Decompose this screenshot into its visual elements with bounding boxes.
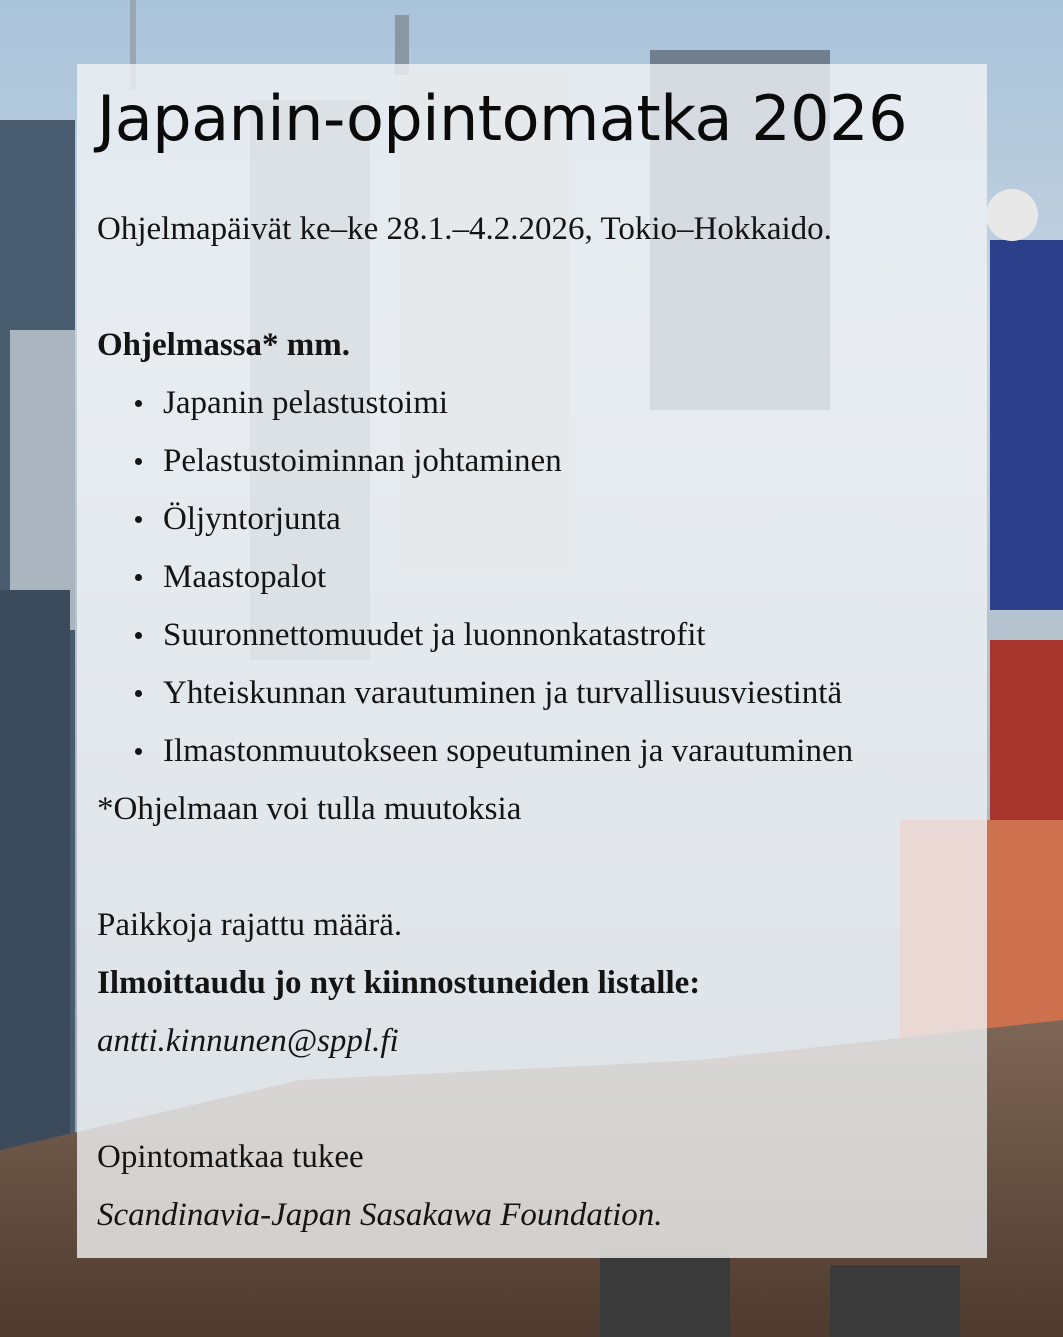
bullet-icon (135, 516, 142, 523)
bullet-icon (135, 690, 142, 697)
program-heading: Ohjelmassa* mm. (97, 327, 350, 363)
limited-seats: Paikkoja rajattu määrä. (97, 907, 403, 943)
program-note: *Ohjelmaan voi tulla muutoksia (97, 791, 522, 827)
page-title: Japanin-opintomatka 2026 (97, 82, 908, 155)
program-list (97, 374, 977, 780)
list-item: Yhteiskunnan varautuminen ja turvallisuusviestintä (97, 664, 977, 722)
list-item: Suuronnettomuudet ja luonnonkatastrofit (97, 606, 977, 664)
bullet-icon (135, 458, 142, 465)
bullet-icon (135, 400, 142, 407)
contact-email-link[interactable]: antti.kinnunen@sppl.fi (97, 1023, 399, 1059)
support-text: Opintomatkaa tukee (97, 1139, 364, 1175)
bullet-icon (135, 748, 142, 755)
list-item: Maastopalot (97, 548, 977, 606)
list-item: Pelastustoiminnan johtaminen (97, 432, 977, 490)
list-item: Ilmastonmuutokseen sopeutuminen ja varautuminen (97, 722, 977, 780)
program-dates: Ohjelmapäivät ke–ke 28.1.–4.2.2026, Tokio–Hokkaido. (97, 211, 832, 247)
list-item: Öljyntorjunta (97, 490, 977, 548)
sponsor-name: Scandinavia-Japan Sasakawa Foundation. (97, 1197, 663, 1233)
bullet-icon (135, 632, 142, 639)
content-block (97, 200, 977, 1244)
register-cta: Ilmoittaudu jo nyt kiinnostuneiden listalle: (97, 965, 701, 1001)
list-item: Japanin pelastustoimi (97, 374, 977, 432)
bullet-icon (135, 574, 142, 581)
